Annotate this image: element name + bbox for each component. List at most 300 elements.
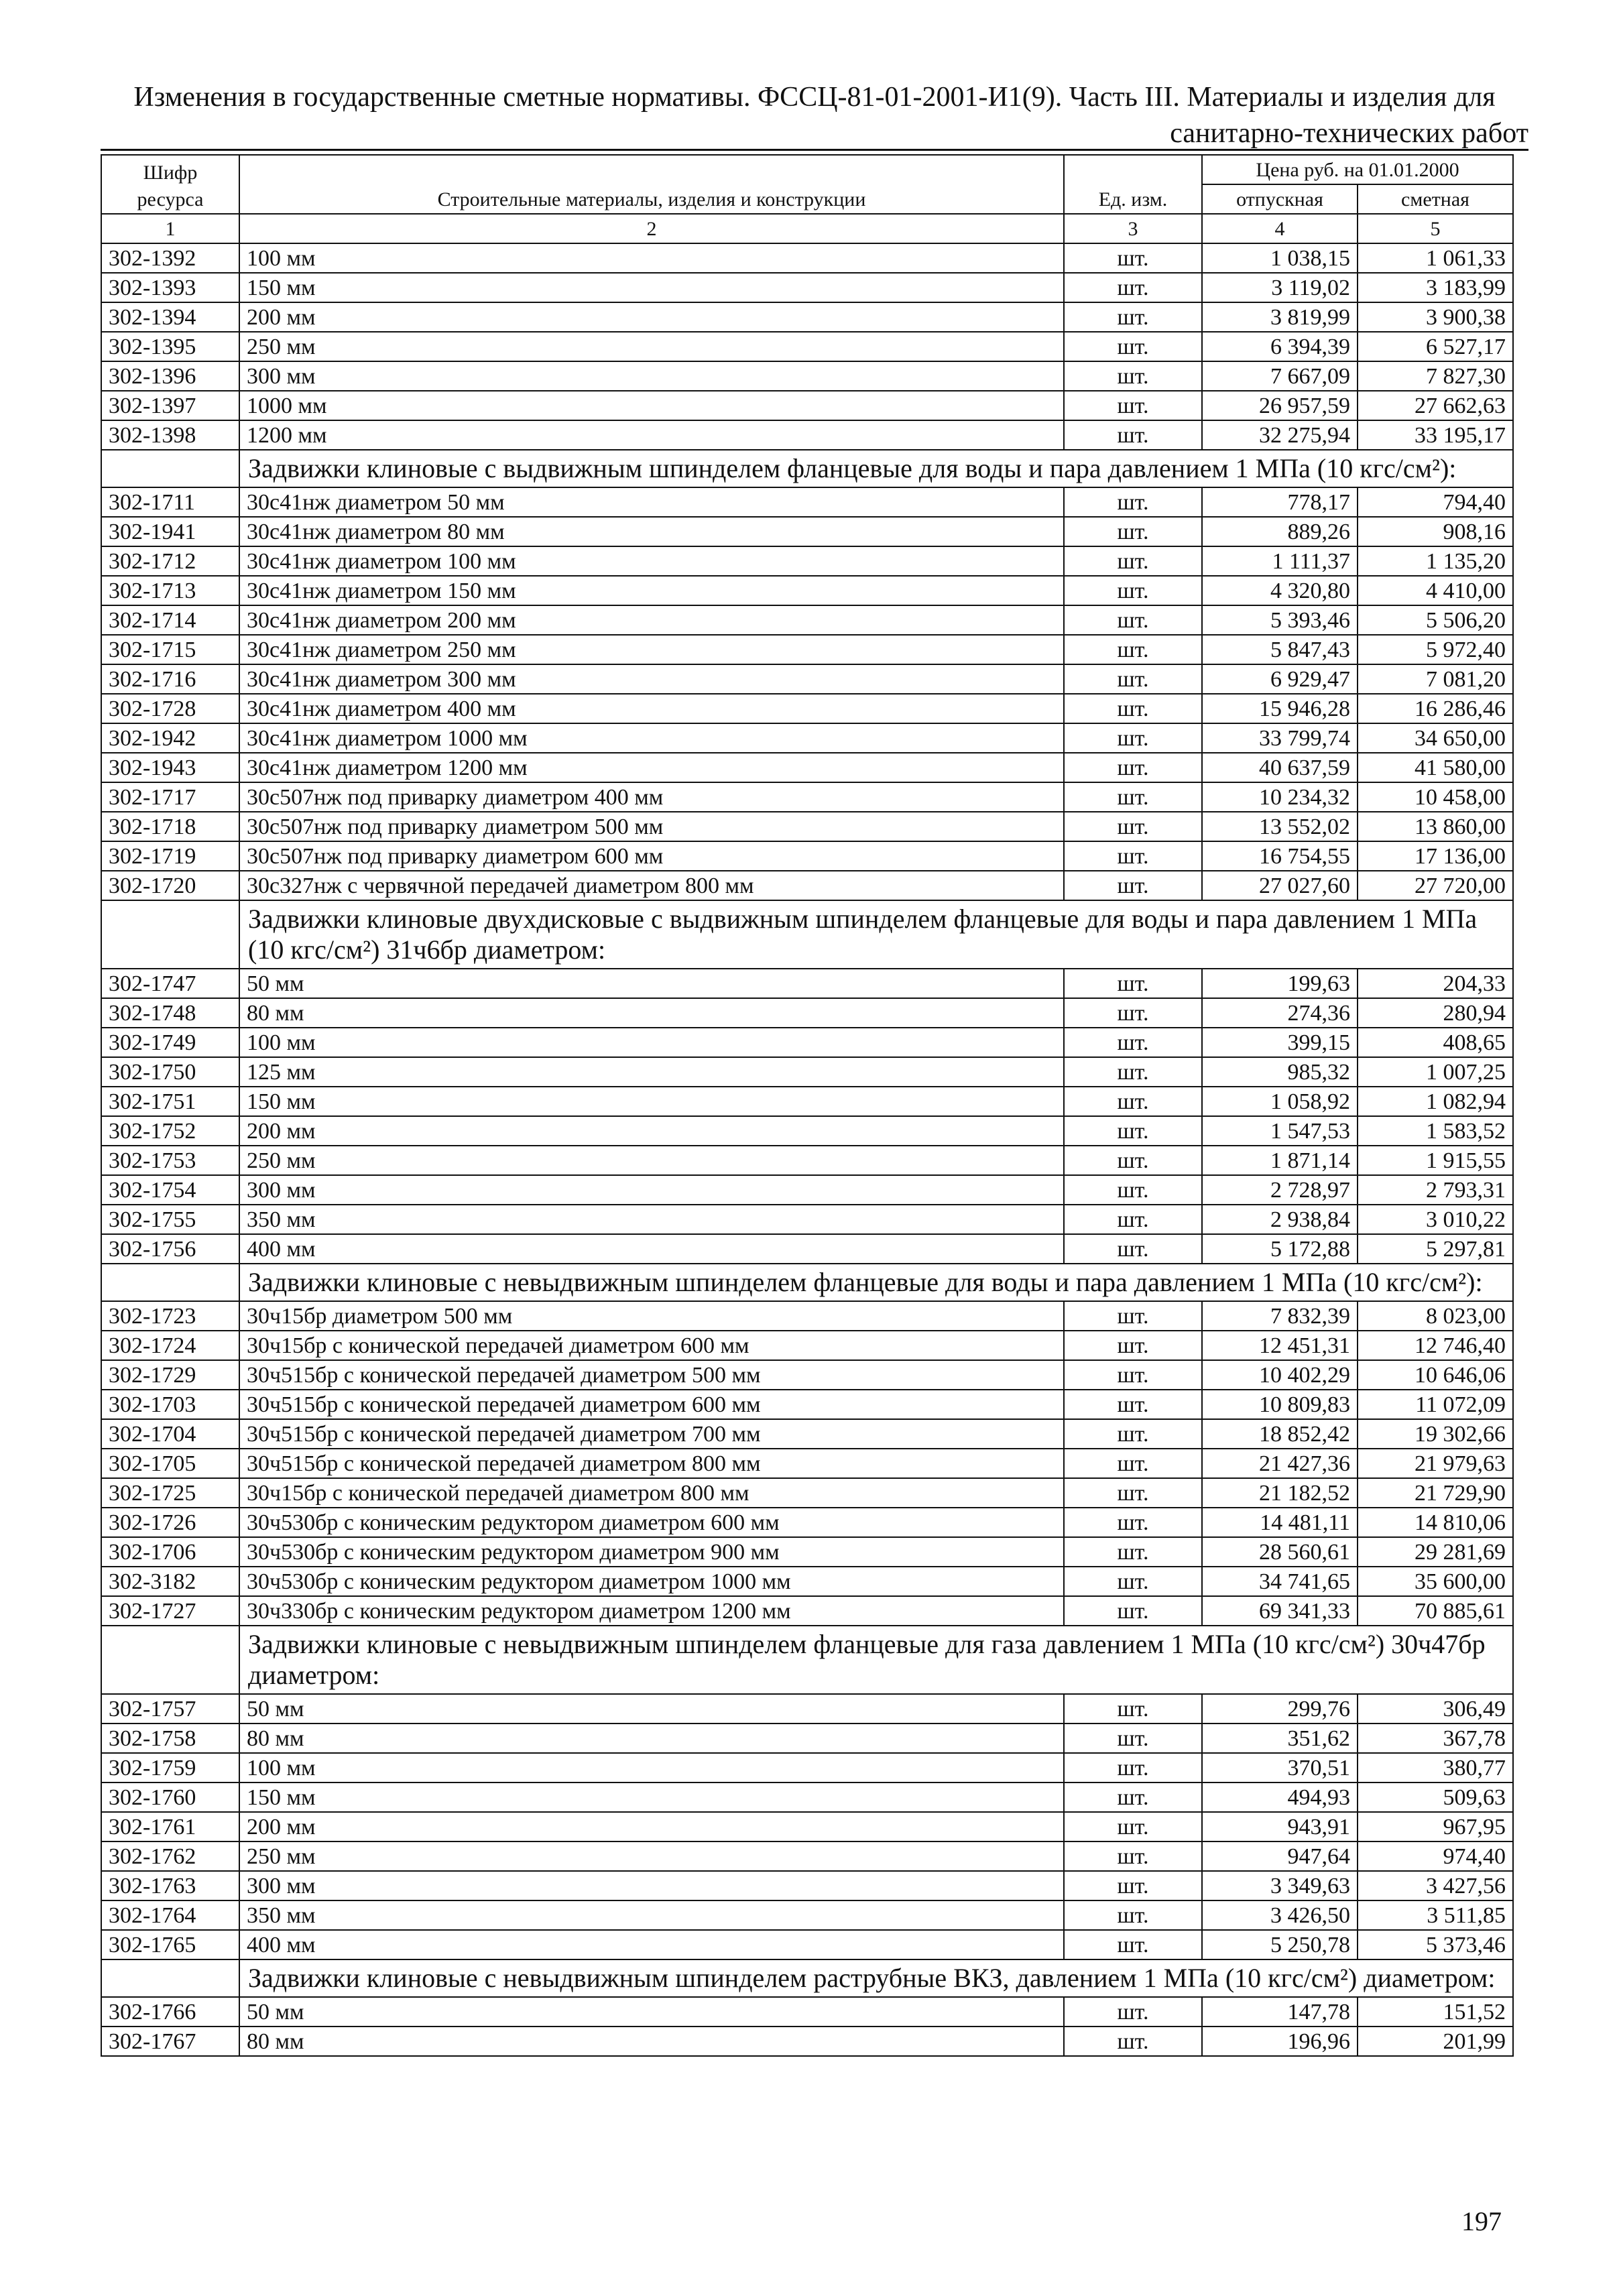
cell-code: 302-1751	[101, 1087, 239, 1116]
col-number: 4	[1202, 214, 1358, 243]
cell-estimate: 16 286,46	[1358, 694, 1513, 723]
table-number-row	[101, 214, 1513, 243]
cell-name: 30ч530бр с коническим редуктором диаметром 600 мм	[239, 1508, 1064, 1537]
table-row	[101, 1175, 1513, 1205]
cell-estimate: 1 915,55	[1358, 1146, 1513, 1175]
cell-name: 30ч515бр с конической передачей диаметром 800 мм	[239, 1449, 1064, 1478]
cell-release: 889,26	[1202, 517, 1358, 546]
table-row	[101, 302, 1513, 332]
cell-code: 302-1724	[101, 1331, 239, 1360]
cell-unit: шт.	[1064, 361, 1202, 391]
cell-estimate: 5 297,81	[1358, 1234, 1513, 1264]
section-title: Задвижки клиновые с невыдвижным шпинделем фланцевые для воды и пара давлением 1 МПа (10 кгс/см²):	[239, 1264, 1513, 1301]
cell-estimate: 5 972,40	[1358, 635, 1513, 664]
table-row	[101, 1567, 1513, 1596]
col-header-release: отпускная	[1202, 184, 1358, 214]
cell-code: 302-1720	[101, 871, 239, 900]
cell-code: 302-1706	[101, 1537, 239, 1567]
cell-name: 150 мм	[239, 1783, 1064, 1812]
cell-unit: шт.	[1064, 1841, 1202, 1871]
cell-name: 200 мм	[239, 1116, 1064, 1146]
cell-estimate: 13 860,00	[1358, 812, 1513, 841]
cell-name: 300 мм	[239, 1175, 1064, 1205]
cell-code: 302-1397	[101, 391, 239, 420]
cell-release: 370,51	[1202, 1753, 1358, 1783]
cell-name: 30ч330бр с коническим редуктором диаметром 1200 мм	[239, 1596, 1064, 1626]
cell-release: 10 402,29	[1202, 1360, 1358, 1390]
cell-name: 400 мм	[239, 1234, 1064, 1264]
cell-unit: шт.	[1064, 1478, 1202, 1508]
cell-estimate: 27 662,63	[1358, 391, 1513, 420]
cell-name: 1200 мм	[239, 420, 1064, 450]
cell-estimate: 380,77	[1358, 1753, 1513, 1783]
cell-unit: шт.	[1064, 753, 1202, 782]
cell-release: 14 481,11	[1202, 1508, 1358, 1537]
table-row	[101, 1205, 1513, 1234]
cell-release: 3 819,99	[1202, 302, 1358, 332]
cell-unit: шт.	[1064, 1234, 1202, 1264]
cell-estimate: 7 827,30	[1358, 361, 1513, 391]
table-row	[101, 273, 1513, 302]
cell-estimate: 19 302,66	[1358, 1419, 1513, 1449]
cell-estimate: 794,40	[1358, 487, 1513, 517]
cell-unit: шт.	[1064, 576, 1202, 605]
table-row	[101, 841, 1513, 871]
cell-estimate: 21 979,63	[1358, 1449, 1513, 1478]
cell-release: 5 847,43	[1202, 635, 1358, 664]
section-row	[101, 1264, 1513, 1301]
table-row	[101, 723, 1513, 753]
cell-code: 302-1750	[101, 1057, 239, 1087]
section-title: Задвижки клиновые с невыдвижным шпинделем фланцевые для газа давлением 1 МПа (10 кгс/см²) 30ч47бр диаметром:	[239, 1626, 1513, 1694]
cell-unit: шт.	[1064, 302, 1202, 332]
table-row	[101, 635, 1513, 664]
cell-unit: шт.	[1064, 517, 1202, 546]
cell-release: 12 451,31	[1202, 1331, 1358, 1360]
cell-estimate: 21 729,90	[1358, 1478, 1513, 1508]
cell-name: 30с41нж диаметром 50 мм	[239, 487, 1064, 517]
table-row	[101, 420, 1513, 450]
cell-estimate: 3 427,56	[1358, 1871, 1513, 1900]
cell-name: 1000 мм	[239, 391, 1064, 420]
cell-unit: шт.	[1064, 1175, 1202, 1205]
cell-unit: шт.	[1064, 969, 1202, 998]
cell-unit: шт.	[1064, 694, 1202, 723]
cell-code: 302-1749	[101, 1028, 239, 1057]
cell-unit: шт.	[1064, 1997, 1202, 2027]
cell-estimate: 2 793,31	[1358, 1175, 1513, 1205]
cell-estimate: 3 511,85	[1358, 1900, 1513, 1930]
cell-release: 32 275,94	[1202, 420, 1358, 450]
cell-unit: шт.	[1064, 1508, 1202, 1537]
cell-name: 30ч515бр с конической передачей диаметром 600 мм	[239, 1390, 1064, 1419]
section-row	[101, 900, 1513, 969]
section-title: Задвижки клиновые двухдисковые с выдвижным шпинделем фланцевые для воды и пара давлением 1 МПа (10 кгс/см²) 31ч6бр диаметром:	[239, 900, 1513, 969]
cell-name: 150 мм	[239, 273, 1064, 302]
cell-estimate: 27 720,00	[1358, 871, 1513, 900]
table-row	[101, 1301, 1513, 1331]
cell-estimate: 12 746,40	[1358, 1331, 1513, 1360]
cell-code: 302-1766	[101, 1997, 239, 2027]
cell-name: 300 мм	[239, 1871, 1064, 1900]
cell-name: 250 мм	[239, 1146, 1064, 1175]
cell-release: 18 852,42	[1202, 1419, 1358, 1449]
price-table	[101, 154, 1514, 2057]
section-row	[101, 450, 1513, 487]
cell-estimate: 5 373,46	[1358, 1930, 1513, 1959]
table-row	[101, 1753, 1513, 1783]
cell-estimate: 70 885,61	[1358, 1596, 1513, 1626]
header-line-1: Изменения в государственные сметные нормативы. ФССЦ-81-01-2001-И1(9). Часть III. Материалы и изделия для	[133, 82, 1496, 113]
cell-code: 302-1717	[101, 782, 239, 812]
table-row	[101, 1146, 1513, 1175]
table-row	[101, 1997, 1513, 2027]
table-row	[101, 871, 1513, 900]
col-header-code: Шифр ресурса	[101, 155, 239, 214]
cell-name: 80 мм	[239, 1724, 1064, 1753]
cell-estimate: 29 281,69	[1358, 1537, 1513, 1567]
cell-unit: шт.	[1064, 1331, 1202, 1360]
cell-estimate: 10 458,00	[1358, 782, 1513, 812]
table-row	[101, 1694, 1513, 1724]
cell-name: 30с41нж диаметром 80 мм	[239, 517, 1064, 546]
cell-unit: шт.	[1064, 1116, 1202, 1146]
cell-name: 30с41нж диаметром 100 мм	[239, 546, 1064, 576]
section-code-cell	[101, 1264, 239, 1301]
cell-code: 302-1703	[101, 1390, 239, 1419]
cell-estimate: 6 527,17	[1358, 332, 1513, 361]
cell-name: 350 мм	[239, 1900, 1064, 1930]
table-row	[101, 391, 1513, 420]
cell-unit: шт.	[1064, 1390, 1202, 1419]
cell-unit: шт.	[1064, 635, 1202, 664]
cell-release: 6 929,47	[1202, 664, 1358, 694]
cell-estimate: 509,63	[1358, 1783, 1513, 1812]
cell-code: 302-1396	[101, 361, 239, 391]
cell-name: 80 мм	[239, 2027, 1064, 2056]
table-row	[101, 1057, 1513, 1087]
cell-estimate: 1 007,25	[1358, 1057, 1513, 1087]
cell-release: 399,15	[1202, 1028, 1358, 1057]
cell-release: 351,62	[1202, 1724, 1358, 1753]
cell-unit: шт.	[1064, 1419, 1202, 1449]
col-header-unit: Ед. изм.	[1064, 155, 1202, 214]
cell-unit: шт.	[1064, 2027, 1202, 2056]
cell-code: 302-1715	[101, 635, 239, 664]
cell-unit: шт.	[1064, 546, 1202, 576]
table-row	[101, 998, 1513, 1028]
cell-name: 250 мм	[239, 332, 1064, 361]
cell-name: 30с507нж под приварку диаметром 400 мм	[239, 782, 1064, 812]
cell-unit: шт.	[1064, 332, 1202, 361]
cell-unit: шт.	[1064, 1146, 1202, 1175]
cell-release: 5 250,78	[1202, 1930, 1358, 1959]
cell-unit: шт.	[1064, 1449, 1202, 1478]
cell-code: 302-1763	[101, 1871, 239, 1900]
cell-release: 1 058,92	[1202, 1087, 1358, 1116]
cell-release: 2 938,84	[1202, 1205, 1358, 1234]
cell-code: 302-1759	[101, 1753, 239, 1783]
cell-name: 200 мм	[239, 302, 1064, 332]
cell-code: 302-1756	[101, 1234, 239, 1264]
cell-unit: шт.	[1064, 487, 1202, 517]
cell-code: 302-1393	[101, 273, 239, 302]
col-header-estimate: сметная	[1358, 184, 1513, 214]
cell-code: 302-1755	[101, 1205, 239, 1234]
cell-release: 13 552,02	[1202, 812, 1358, 841]
table-row	[101, 1930, 1513, 1959]
cell-name: 300 мм	[239, 361, 1064, 391]
cell-name: 30с41нж диаметром 300 мм	[239, 664, 1064, 694]
table-row	[101, 1028, 1513, 1057]
cell-name: 30ч530бр с коническим редуктором диаметром 900 мм	[239, 1537, 1064, 1567]
table-body	[101, 243, 1513, 2056]
cell-code: 302-1765	[101, 1930, 239, 1959]
cell-estimate: 3 010,22	[1358, 1205, 1513, 1234]
cell-release: 7 667,09	[1202, 361, 1358, 391]
cell-estimate: 1 061,33	[1358, 243, 1513, 273]
cell-name: 250 мм	[239, 1841, 1064, 1871]
cell-release: 7 832,39	[1202, 1301, 1358, 1331]
cell-release: 10 809,83	[1202, 1390, 1358, 1419]
table-row	[101, 332, 1513, 361]
table-row	[101, 361, 1513, 391]
cell-unit: шт.	[1064, 664, 1202, 694]
table-row	[101, 1419, 1513, 1449]
table-row	[101, 969, 1513, 998]
cell-release: 3 426,50	[1202, 1900, 1358, 1930]
cell-unit: шт.	[1064, 243, 1202, 273]
cell-name: 150 мм	[239, 1087, 1064, 1116]
cell-unit: шт.	[1064, 1812, 1202, 1841]
table-row	[101, 812, 1513, 841]
cell-estimate: 33 195,17	[1358, 420, 1513, 450]
cell-code: 302-1728	[101, 694, 239, 723]
cell-code: 302-1719	[101, 841, 239, 871]
header-rule	[101, 149, 1528, 151]
header-line-2: санитарно-технических работ	[1170, 118, 1528, 149]
cell-name: 80 мм	[239, 998, 1064, 1028]
cell-unit: шт.	[1064, 1783, 1202, 1812]
table-row	[101, 1360, 1513, 1390]
cell-release: 33 799,74	[1202, 723, 1358, 753]
cell-code: 302-1941	[101, 517, 239, 546]
table-row	[101, 1508, 1513, 1537]
cell-release: 196,96	[1202, 2027, 1358, 2056]
cell-estimate: 974,40	[1358, 1841, 1513, 1871]
cell-estimate: 1 583,52	[1358, 1116, 1513, 1146]
cell-code: 302-1729	[101, 1360, 239, 1390]
cell-name: 30ч515бр с конической передачей диаметром 700 мм	[239, 1419, 1064, 1449]
cell-release: 4 320,80	[1202, 576, 1358, 605]
cell-release: 199,63	[1202, 969, 1358, 998]
cell-unit: шт.	[1064, 998, 1202, 1028]
cell-code: 302-3182	[101, 1567, 239, 1596]
document-header	[101, 79, 1528, 152]
cell-release: 299,76	[1202, 1694, 1358, 1724]
cell-release: 1 111,37	[1202, 546, 1358, 576]
cell-unit: шт.	[1064, 1724, 1202, 1753]
cell-code: 302-1727	[101, 1596, 239, 1626]
cell-unit: шт.	[1064, 1028, 1202, 1057]
col-header-price: Цена руб. на 01.01.2000	[1202, 155, 1513, 184]
col-number: 5	[1358, 214, 1513, 243]
cell-estimate: 306,49	[1358, 1694, 1513, 1724]
cell-code: 302-1754	[101, 1175, 239, 1205]
cell-name: 30с507нж под приварку диаметром 600 мм	[239, 841, 1064, 871]
cell-release: 69 341,33	[1202, 1596, 1358, 1626]
cell-release: 28 560,61	[1202, 1537, 1358, 1567]
cell-unit: шт.	[1064, 841, 1202, 871]
cell-name: 50 мм	[239, 1694, 1064, 1724]
table-row	[101, 664, 1513, 694]
cell-release: 40 637,59	[1202, 753, 1358, 782]
cell-estimate: 41 580,00	[1358, 753, 1513, 782]
section-code-cell	[101, 450, 239, 487]
table-row	[101, 1783, 1513, 1812]
cell-release: 21 427,36	[1202, 1449, 1358, 1478]
cell-release: 27 027,60	[1202, 871, 1358, 900]
table-row	[101, 1596, 1513, 1626]
cell-release: 6 394,39	[1202, 332, 1358, 361]
cell-release: 1 547,53	[1202, 1116, 1358, 1146]
table-row	[101, 1871, 1513, 1900]
cell-name: 30ч15бр диаметром 500 мм	[239, 1301, 1064, 1331]
cell-release: 10 234,32	[1202, 782, 1358, 812]
cell-name: 50 мм	[239, 1997, 1064, 2027]
cell-unit: шт.	[1064, 391, 1202, 420]
cell-release: 3 349,63	[1202, 1871, 1358, 1900]
section-title: Задвижки клиновые с невыдвижным шпинделем раструбные ВКЗ, давлением 1 МПа (10 кгс/см²) диаметром:	[239, 1959, 1513, 1997]
cell-release: 1 871,14	[1202, 1146, 1358, 1175]
cell-code: 302-1943	[101, 753, 239, 782]
cell-name: 350 мм	[239, 1205, 1064, 1234]
table-row	[101, 243, 1513, 273]
cell-code: 302-1757	[101, 1694, 239, 1724]
cell-name: 30с41нж диаметром 400 мм	[239, 694, 1064, 723]
section-title: Задвижки клиновые с выдвижным шпинделем фланцевые для воды и пара давлением 1 МПа (10 кгс/см²):	[239, 450, 1513, 487]
cell-name: 100 мм	[239, 1753, 1064, 1783]
cell-code: 302-1712	[101, 546, 239, 576]
cell-estimate: 408,65	[1358, 1028, 1513, 1057]
cell-unit: шт.	[1064, 1596, 1202, 1626]
cell-release: 5 393,46	[1202, 605, 1358, 635]
cell-release: 26 957,59	[1202, 391, 1358, 420]
cell-estimate: 280,94	[1358, 998, 1513, 1028]
table-row	[101, 1724, 1513, 1753]
section-code-cell	[101, 900, 239, 969]
cell-code: 302-1767	[101, 2027, 239, 2056]
col-header-name: Строительные материалы, изделия и конструкции	[239, 155, 1064, 214]
cell-code: 302-1705	[101, 1449, 239, 1478]
table-row	[101, 1812, 1513, 1841]
cell-code: 302-1748	[101, 998, 239, 1028]
table-row	[101, 753, 1513, 782]
cell-code: 302-1760	[101, 1783, 239, 1812]
cell-unit: шт.	[1064, 273, 1202, 302]
cell-code: 302-1942	[101, 723, 239, 753]
cell-code: 302-1714	[101, 605, 239, 635]
cell-unit: шт.	[1064, 782, 1202, 812]
cell-unit: шт.	[1064, 1900, 1202, 1930]
cell-estimate: 35 600,00	[1358, 1567, 1513, 1596]
cell-estimate: 1 082,94	[1358, 1087, 1513, 1116]
cell-release: 1 038,15	[1202, 243, 1358, 273]
table-row	[101, 1116, 1513, 1146]
cell-name: 30ч15бр с конической передачей диаметром 600 мм	[239, 1331, 1064, 1360]
cell-estimate: 11 072,09	[1358, 1390, 1513, 1419]
cell-name: 30ч15бр с конической передачей диаметром 800 мм	[239, 1478, 1064, 1508]
cell-name: 200 мм	[239, 1812, 1064, 1841]
cell-estimate: 908,16	[1358, 517, 1513, 546]
cell-code: 302-1392	[101, 243, 239, 273]
cell-estimate: 151,52	[1358, 1997, 1513, 2027]
cell-code: 302-1716	[101, 664, 239, 694]
cell-release: 947,64	[1202, 1841, 1358, 1871]
cell-code: 302-1394	[101, 302, 239, 332]
page-number: 197	[1461, 2206, 1502, 2236]
cell-unit: шт.	[1064, 1871, 1202, 1900]
cell-release: 16 754,55	[1202, 841, 1358, 871]
table-row	[101, 694, 1513, 723]
table-row	[101, 1390, 1513, 1419]
cell-unit: шт.	[1064, 1567, 1202, 1596]
cell-name: 50 мм	[239, 969, 1064, 998]
cell-estimate: 7 081,20	[1358, 664, 1513, 694]
cell-code: 302-1747	[101, 969, 239, 998]
cell-name: 400 мм	[239, 1930, 1064, 1959]
cell-unit: шт.	[1064, 723, 1202, 753]
cell-unit: шт.	[1064, 871, 1202, 900]
col-number: 1	[101, 214, 239, 243]
section-row	[101, 1626, 1513, 1694]
cell-code: 302-1704	[101, 1419, 239, 1449]
cell-release: 778,17	[1202, 487, 1358, 517]
cell-code: 302-1395	[101, 332, 239, 361]
cell-release: 943,91	[1202, 1812, 1358, 1841]
cell-estimate: 367,78	[1358, 1724, 1513, 1753]
cell-estimate: 34 650,00	[1358, 723, 1513, 753]
cell-release: 21 182,52	[1202, 1478, 1358, 1508]
table-row	[101, 546, 1513, 576]
cell-estimate: 14 810,06	[1358, 1508, 1513, 1537]
cell-estimate: 3 900,38	[1358, 302, 1513, 332]
cell-code: 302-1723	[101, 1301, 239, 1331]
cell-unit: шт.	[1064, 1930, 1202, 1959]
cell-name: 30с41нж диаметром 200 мм	[239, 605, 1064, 635]
col-number: 3	[1064, 214, 1202, 243]
cell-code: 302-1718	[101, 812, 239, 841]
table-row	[101, 782, 1513, 812]
cell-release: 15 946,28	[1202, 694, 1358, 723]
col-number: 2	[239, 214, 1064, 243]
cell-name: 30ч530бр с коническим редуктором диаметром 1000 мм	[239, 1567, 1064, 1596]
table-row	[101, 2027, 1513, 2056]
cell-estimate: 3 183,99	[1358, 273, 1513, 302]
cell-name: 30с41нж диаметром 250 мм	[239, 635, 1064, 664]
cell-estimate: 1 135,20	[1358, 546, 1513, 576]
cell-name: 30с327нж с червячной передачей диаметром 800 мм	[239, 871, 1064, 900]
cell-name: 30с507нж под приварку диаметром 500 мм	[239, 812, 1064, 841]
cell-code: 302-1764	[101, 1900, 239, 1930]
section-row	[101, 1959, 1513, 1997]
cell-release: 147,78	[1202, 1997, 1358, 2027]
cell-name: 30с41нж диаметром 1200 мм	[239, 753, 1064, 782]
cell-estimate: 5 506,20	[1358, 605, 1513, 635]
table-header-row	[101, 155, 1513, 184]
cell-estimate: 4 410,00	[1358, 576, 1513, 605]
section-code-cell	[101, 1959, 239, 1997]
